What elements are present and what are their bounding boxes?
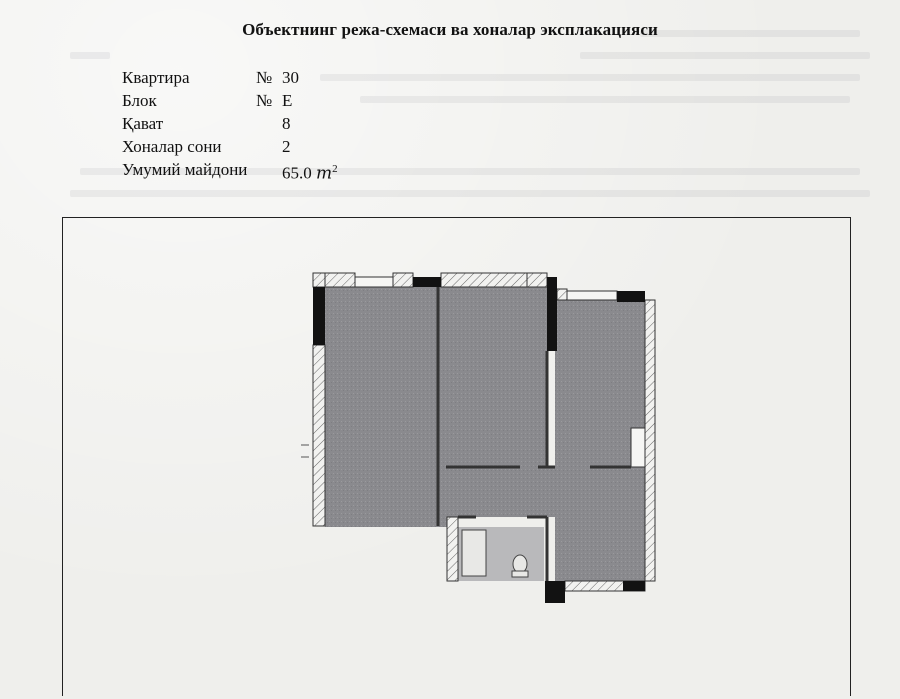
top-wall-segment (393, 273, 413, 287)
right-wall (645, 300, 655, 581)
info-label: Квартира (122, 68, 190, 87)
area-unit: m (316, 163, 333, 184)
info-prefix: № (256, 91, 273, 110)
left-wall (313, 345, 325, 526)
column (413, 277, 441, 287)
bathtub-icon (462, 530, 486, 576)
info-value: 8 (282, 114, 291, 133)
right-window (631, 428, 645, 467)
toilet-icon (513, 555, 527, 573)
window (567, 291, 617, 300)
toilet-tank-icon (512, 571, 528, 577)
room-middle (438, 287, 547, 467)
info-prefix: № (256, 68, 273, 87)
top-wall-segment (557, 289, 567, 300)
info-value: 2 (282, 137, 291, 156)
column (617, 291, 645, 302)
info-value: E (282, 91, 293, 110)
top-wall-segment (527, 273, 547, 287)
bathroom-wall (447, 517, 458, 581)
top-wall-segment (441, 273, 527, 287)
area-unit-power: 2 (332, 163, 338, 175)
document-title: Объектнинг режа-схемаси ва хоналар эксплакацияси (242, 20, 658, 39)
left-wall-top (313, 273, 325, 287)
window (355, 277, 393, 287)
column (623, 581, 645, 591)
column (313, 287, 325, 345)
info-label: Хоналар сони (122, 137, 222, 156)
room-left (325, 287, 438, 526)
room-bottom-right (555, 517, 645, 581)
info-value: 30 (282, 68, 299, 87)
info-label: Қават (122, 114, 164, 133)
column (545, 581, 565, 603)
top-wall-segment (325, 273, 355, 287)
info-label: Умумий майдони (122, 160, 248, 179)
hallway (438, 467, 645, 517)
tick-marks (301, 445, 309, 457)
column (547, 277, 557, 351)
area-number: 65.0 (282, 163, 312, 183)
info-label: Блок (122, 91, 157, 110)
